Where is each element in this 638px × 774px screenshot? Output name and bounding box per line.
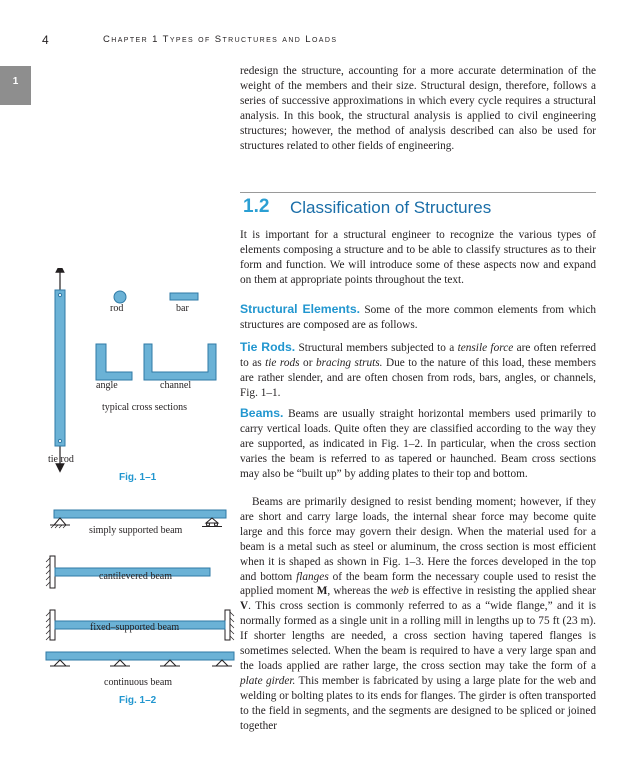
label-fixed-supported: fixed–supported beam — [90, 622, 180, 633]
structural-elements-heading: Structural Elements. — [240, 302, 361, 316]
tie-rods-text-3: or — [299, 356, 316, 369]
section-paragraph: It is important for a structural engineer to recognize the various types of elements composing a structure and to be able to classify structures as to their form and function. We will introduce some of these aspects now and expand on them at appropriate points throughout the text. — [240, 229, 596, 286]
beams2-text-3: , whereas the — [327, 585, 391, 598]
beams2-text-4: is effective in resisting the applied shear — [408, 585, 596, 598]
section-title: Classification of Structures — [290, 198, 492, 217]
chapter-tab: 1 — [0, 66, 31, 105]
beams2-bold-2: V — [240, 600, 249, 613]
beams2-text-6: This member is fabricated by using a large plate for the web and welding or bolting plates to its ends for flanges. The girder is often transported to the field in segments, and the segments are designed to be spliced or joined together — [240, 674, 596, 732]
beams-heading: Beams. — [240, 406, 284, 420]
bar-section — [170, 293, 198, 300]
section-number: 1.2 — [243, 196, 270, 217]
beams2-bold-1: M — [316, 585, 328, 598]
beams2-text-1: Beams are primarily designed to resist bending moment; however, if they are short and carry large loads, the internal shear force may become quite large and this force may govern their design. When the material used for a beam is a metal such as steel or aluminum, the cross section is most efficient when it is shaped as shown in Fig. 1–3. Here the forces developed in the top and bottom — [240, 496, 596, 583]
tie-rod-member — [55, 290, 65, 446]
label-typical-sections: typical cross sections — [102, 402, 187, 413]
tie-rods-italic-3: bracing struts. — [315, 356, 383, 369]
beams2-italic-3: plate girder. — [240, 674, 296, 687]
label-angle: angle — [96, 380, 118, 391]
page-number: 4 — [42, 33, 49, 47]
intro-paragraph: redesign the structure, accounting for a more accurate determination of the weight of the members and their size. Structural design, therefore, follows a series of successive approximations in which every cycle requires a structural analysis. In this book, the structural analysis is applied to civil engineering structures; however, the method of analysis described can also be used for structures related to other fields of engineering. — [240, 65, 596, 152]
section-rule — [240, 192, 596, 193]
tie-rods-text-2: are often referred to as — [240, 342, 596, 369]
label-bar: bar — [176, 303, 189, 314]
label-cantilevered: cantilevered beam — [99, 571, 173, 582]
rod-section — [114, 291, 126, 303]
fig-1-2-caption: Fig. 1–2 — [119, 695, 157, 706]
structural-elements-paragraph — [240, 302, 596, 333]
channel-section — [144, 344, 216, 380]
beams2-text-2: of the beam form the necessary couple used to resist the applied moment — [240, 570, 596, 598]
beams-paragraph — [240, 406, 596, 482]
beams2-italic-1: flanges — [296, 570, 329, 583]
beams2-italic-2: web — [390, 585, 409, 598]
tie-rods-text-1: Structural members subjected to a — [295, 342, 458, 354]
tie-rods-paragraph — [240, 340, 596, 401]
angle-section — [96, 344, 132, 380]
beams-paragraph-2 — [240, 495, 596, 734]
label-simply-supported: simply supported beam — [89, 525, 183, 536]
tie-rods-text-4: Due to the nature of this load, these members are rather slender, and are often chosen from rods, bars, angles, or channels, Fig. 1–1. — [240, 356, 596, 399]
tie-rods-italic-2: tie rods — [265, 356, 300, 369]
running-title: Chapter 1 Types of Structures and Loads — [103, 34, 338, 45]
beams-text: Beams are usually straight horizontal members used primarily to carry vertical loads. Quite often they are classified according to the way they are supported, as indicated in Fig. 1–2. In particular, when the cross section varies the beam is referred to as tapered or haunched. Beam cross sections may also be “built up” by adding plates to their top and bottom. — [240, 408, 596, 480]
structural-elements-text: Some of the more common elements from which structures are composed are as follows. — [240, 304, 596, 331]
label-continuous: continuous beam — [104, 677, 173, 688]
label-rod: rod — [110, 303, 124, 314]
label-channel: channel — [160, 380, 192, 391]
tie-rods-italic-1: tensile force — [457, 342, 514, 354]
label-tie-rod: tie rod — [48, 454, 74, 465]
fig-1-1-caption: Fig. 1–1 — [119, 472, 157, 483]
continuous-beam — [46, 652, 234, 666]
tie-rods-heading: Tie Rods. — [240, 340, 296, 354]
beams2-text-5: . This cross section is commonly referred to as a “wide flange,” and it is normally formed as a single unit in a rolling mill in lengths up to 75 ft (23 m). If shorter lengths are needed, a cross section having tapered flanges is sometimes selected. When the beam is required to have a very large span and the loads applied are rather large, the cross section may take the form of a — [240, 600, 596, 672]
